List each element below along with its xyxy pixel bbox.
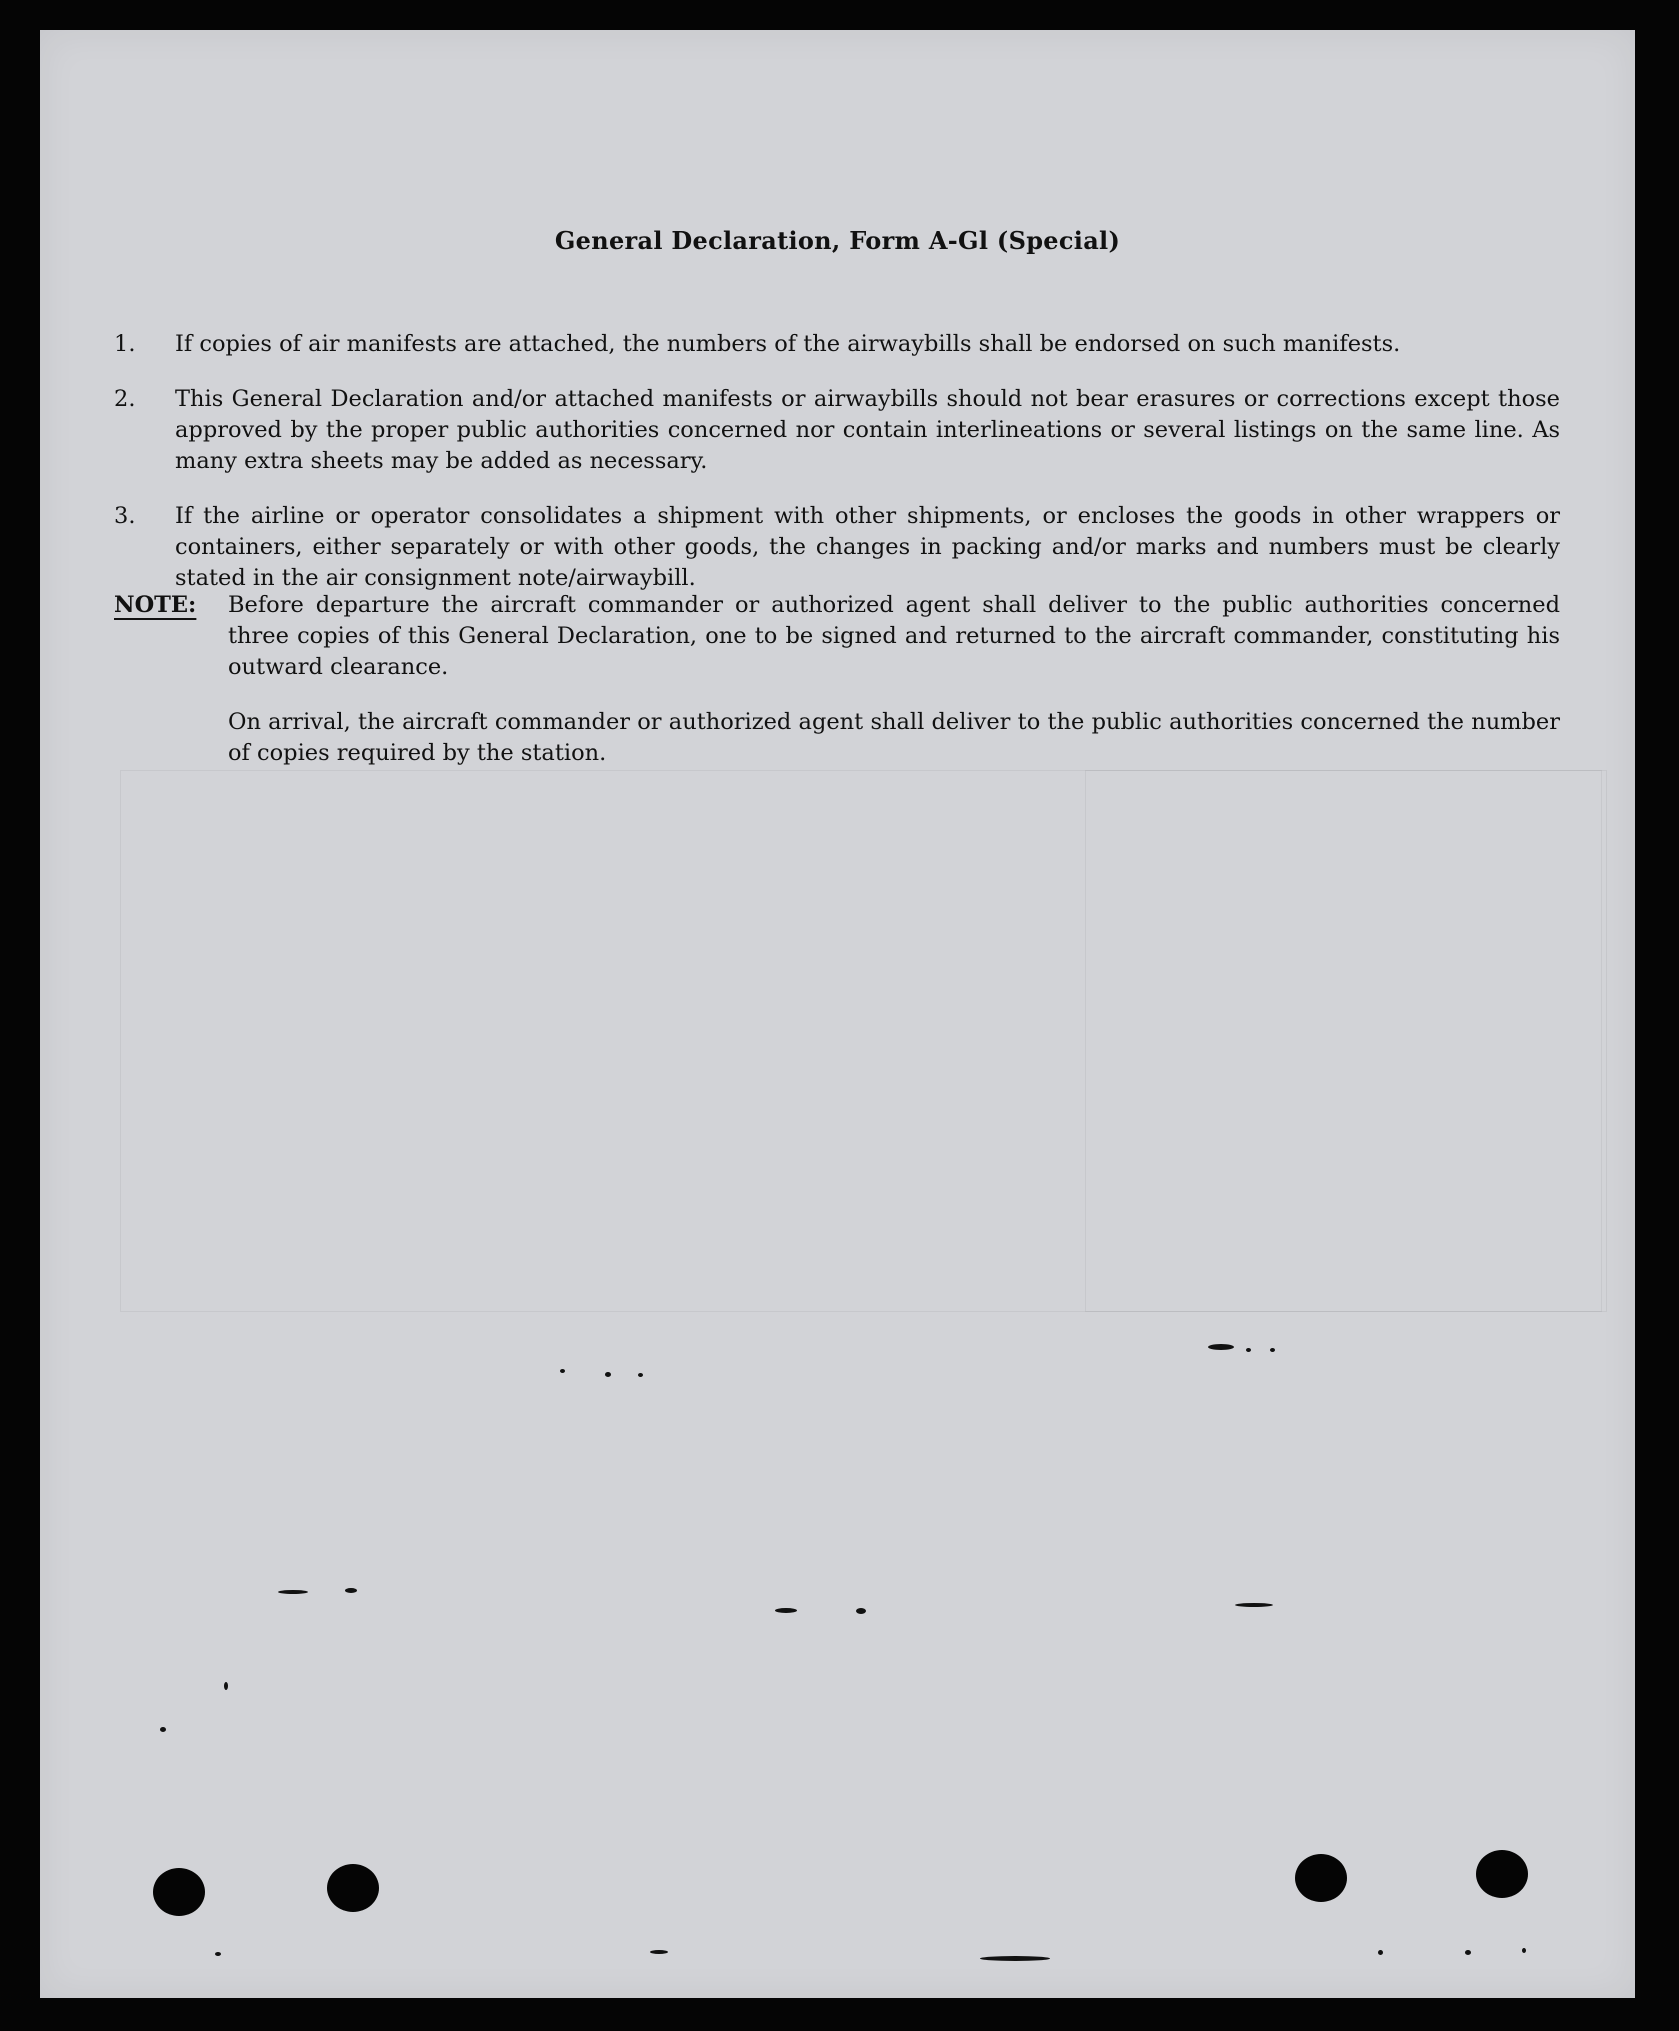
- note-paragraph: On arrival, the aircraft commander or authorized agent shall deliver to the public authorities concerned the number of copies required by the station.: [228, 709, 1560, 766]
- list-item-number: 2.: [114, 386, 136, 412]
- scan-speck: [345, 1588, 357, 1593]
- scan-speck: [775, 1608, 797, 1613]
- scan-speck: [980, 1956, 1050, 1961]
- scan-speck: [224, 1682, 228, 1690]
- scan-speck: [650, 1950, 668, 1954]
- scan-speck: [605, 1372, 611, 1377]
- list-item: [114, 384, 1560, 477]
- scan-speck: [1522, 1948, 1526, 1953]
- note-paragraph: Before departure the aircraft commander or authorized agent shall deliver to the public authorities concerned three copies of this General Declaration, one to be signed and returned to the aircraft commander, constituting his outward clearance.: [228, 592, 1560, 680]
- note-label: NOTE:: [114, 592, 197, 618]
- list-item-number: 3.: [114, 503, 136, 529]
- punch-hole: [1476, 1850, 1528, 1898]
- scan-speck: [856, 1608, 866, 1614]
- scan-speck: [1235, 1603, 1273, 1607]
- scan-speck: [278, 1590, 308, 1594]
- scan-speck: [1270, 1348, 1275, 1352]
- list-item-text: If the airline or operator consolidates a shipment with other shipments, or encloses the goods in other wrappers or containers, either separately or with other goods, the changes in packing and/or marks and numbers must be clearly stated in the air consignment note/airwaybill.: [175, 503, 1560, 591]
- document-title: General Declaration, Form A-Gl (Special): [554, 226, 1121, 255]
- scan-speck: [1208, 1344, 1234, 1350]
- document-page: [40, 30, 1635, 1998]
- list-item-number: 1.: [114, 331, 136, 357]
- scan-speck: [560, 1369, 565, 1373]
- punch-hole: [327, 1864, 379, 1912]
- scan-speck: [215, 1952, 221, 1956]
- scan-speck: [1246, 1348, 1251, 1352]
- scan-speck: [1465, 1950, 1471, 1955]
- scan-speck: [638, 1373, 643, 1377]
- scan-speck: [160, 1727, 166, 1732]
- scan-speck: [1378, 1950, 1383, 1955]
- list-item: [114, 329, 1560, 360]
- list-item: [114, 501, 1560, 594]
- list-item-text: If copies of air manifests are attached, the numbers of the airwaybills shall be endorsed on such manifests.: [175, 331, 1401, 357]
- document-content: [40, 30, 1635, 1998]
- list-item-text: This General Declaration and/or attached manifests or airwaybills should not bear erasures or corrections except those approved by the proper public authorities concerned nor contain interlineations or several listings on the same line. As many extra sheets may be added as necessary.: [175, 386, 1560, 474]
- punch-hole: [1295, 1854, 1347, 1902]
- punch-hole: [153, 1868, 205, 1916]
